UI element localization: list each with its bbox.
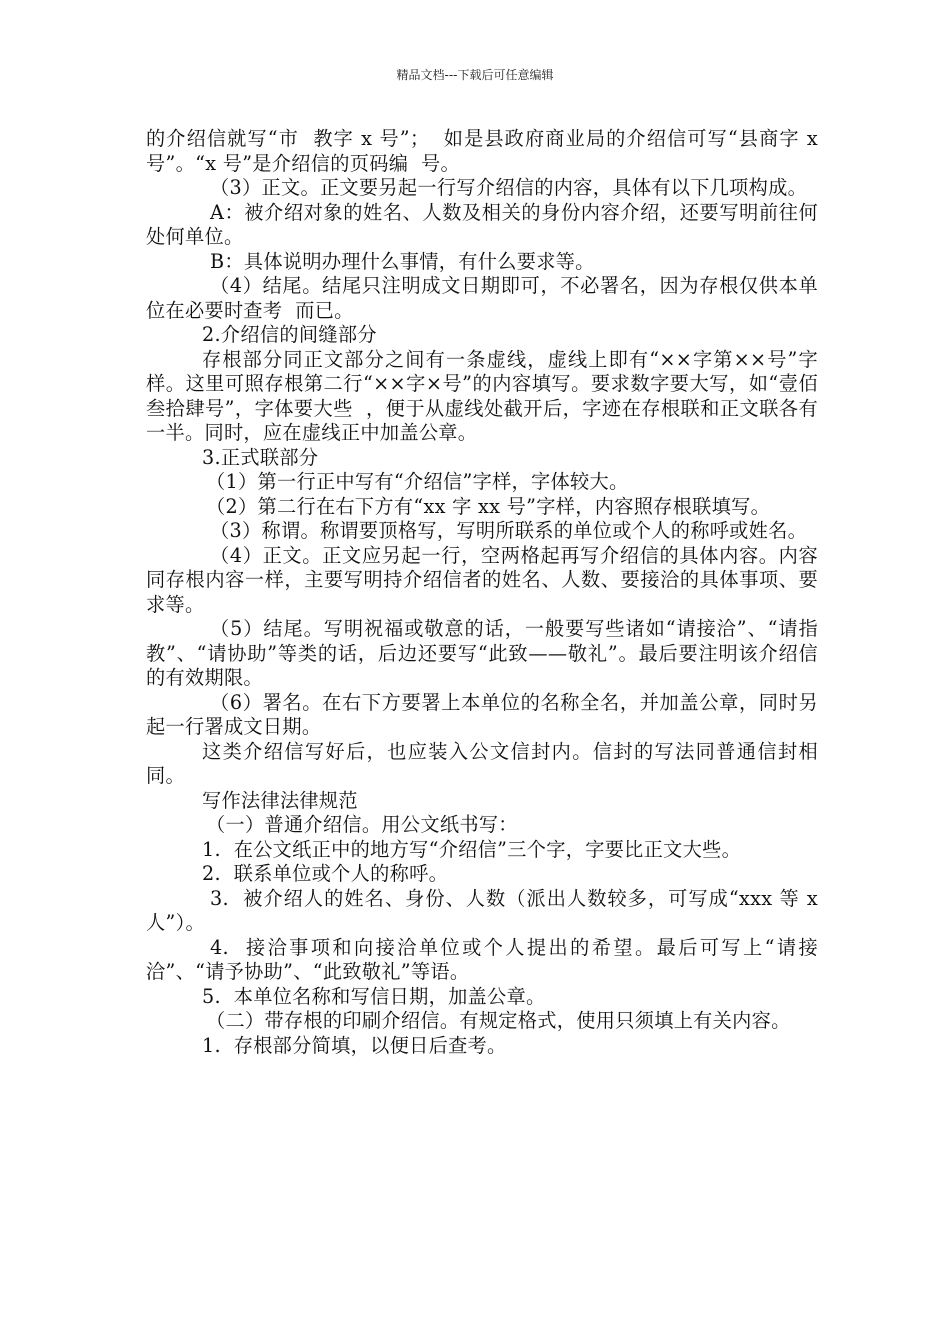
paragraph: 2. 联系单位或个人的称呼。 (202, 862, 449, 885)
paragraph: 3. 被介绍人的姓名、身份、人数（派出人数较多，可写成“xxx 等 x 人”）。 (146, 886, 825, 934)
paragraph: 写作法律法律规范 (202, 788, 358, 812)
paragraph: （4）正文。正文应另起一行，空两格起再写介绍信的具体内容。内容同存根内容一样，主要写明持介绍信者的姓名、人数、要接洽的具体事项、要求等。 (146, 543, 818, 616)
document-body (146, 127, 825, 1058)
paragraph: （5）结尾。写明祝福或敬意的话，一般要写些诸如“请接洽”、“请指教”、“请协助”等类的话，后边还要写“此致——敬礼”。最后要注明该介绍信的有效期限。 (146, 617, 818, 689)
paragraph: 1. 存根部分简填，以便日后查考。 (202, 1033, 507, 1057)
paragraph: （1）第一行正中写有“介绍信”字样，字体较大。 (206, 470, 629, 493)
paragraph: 1. 在公文纸正中的地方写“介绍信”三个字，字要比正文大些。 (202, 837, 742, 861)
paragraph: （一）普通介绍信。用公文纸书写： (206, 813, 518, 836)
paragraph: （3）称谓。称谓要顶格写，写明所联系的单位或个人的称呼或姓名。 (210, 519, 808, 542)
paragraph: A：被介绍对象的姓名、人数及相关的身份内容介绍，还要写明前往何处何单位。 (146, 200, 818, 248)
page-header: 精品文档---下载后可任意编辑 (396, 68, 554, 82)
paragraph: 存根部分同正文部分之间有一条虚线，虚线上即有“××字第××号”字样。这里可照存根第二行“××字×号”的内容填写。要求数字要大写，如“壹佰叁拾肆号”，字体要大些 ，便于从虚线处截开后，字迹在存根联和正文联各有一半。同时，应在虚线正中加盖公章。 (146, 347, 818, 444)
paragraph: 4. 接洽事项和向接洽单位或个人提出的希望。最后可写上“请接洽”、“请予协助”、“此致敬礼”等语。 (146, 935, 818, 983)
paragraph: B：具体说明办理什么事情，有什么要求等。 (210, 249, 595, 273)
paragraph: （6）署名。在右下方要署上本单位的名称全名，并加盖公章，同时另起一行署成文日期。 (146, 690, 818, 738)
paragraph: 3.正式联部分 (202, 445, 319, 469)
paragraph: （3）正文。正文要另起一行写介绍信的内容，具体有以下几项构成。 (210, 176, 808, 199)
paragraph: 的介绍信就写“市 教字 x 号”； 如是县政府商业局的介绍信可写“县商字 x 号”。“x 号”是介绍信的页码编 号。 (146, 127, 825, 175)
paragraph: 这类介绍信写好后，也应装入公文信封内。信封的写法同普通信封相同。 (146, 739, 818, 787)
paragraph: 2.介绍信的间缝部分 (202, 323, 377, 346)
paragraph: 5. 本单位名称和写信日期，加盖公章。 (202, 984, 546, 1008)
paragraph: （4）结尾。结尾只注明成文日期即可，不必署名，因为存根仅供本单位在必要时查考 而已。 (146, 274, 818, 322)
paragraph: （2）第二行在右下方有“xx 字 xx 号”字样，内容照存根联填写。 (206, 494, 771, 518)
paragraph: （二）带存根的印刷介绍信。有规定格式，使用只须填上有关内容。 (206, 1009, 791, 1032)
